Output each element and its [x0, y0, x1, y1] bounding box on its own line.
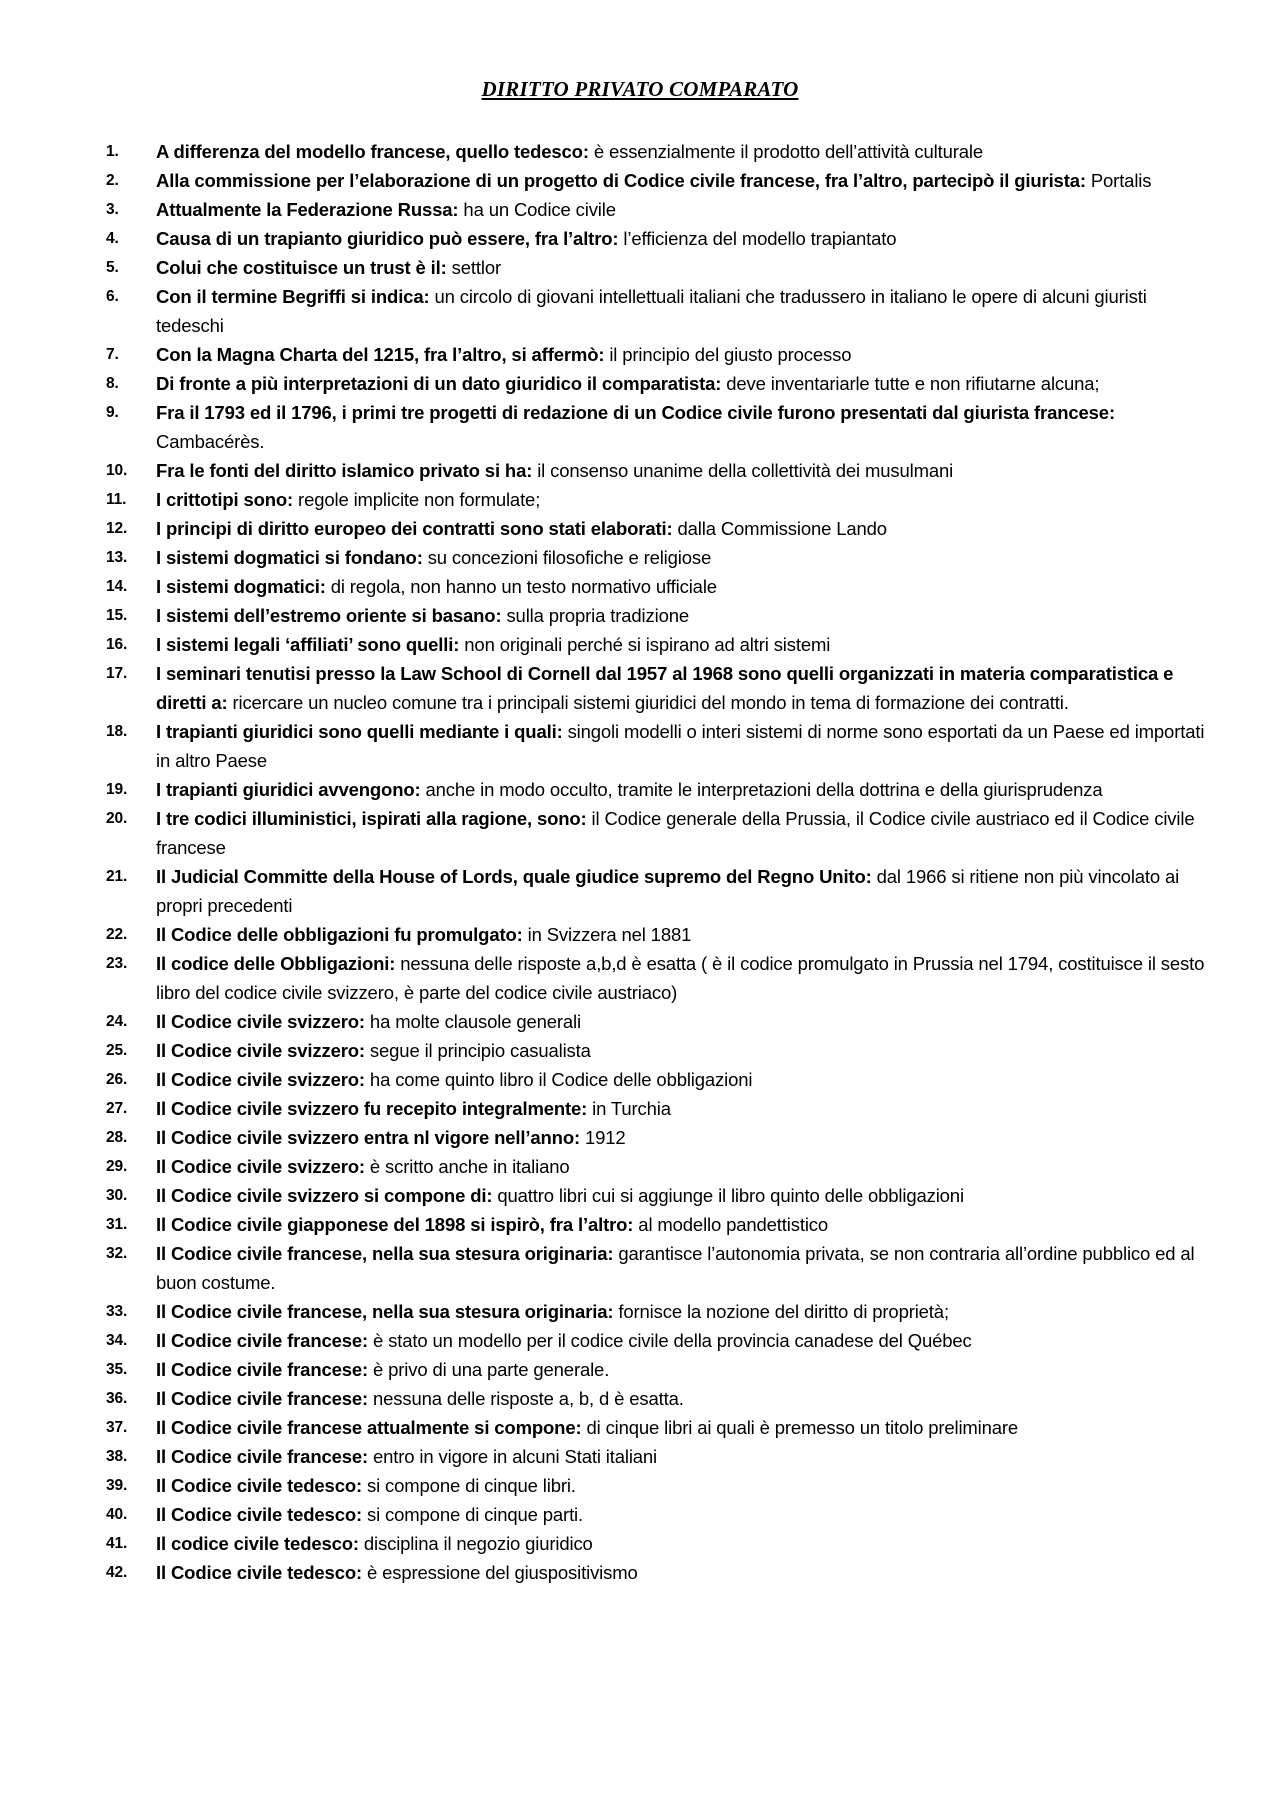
item-number: 5. [106, 259, 119, 276]
item-number: 8. [106, 375, 119, 392]
item-question: I sistemi dell’estremo oriente si basano: [156, 605, 502, 626]
list-item [0, 1442, 1210, 1471]
item-answer: è stato un modello per il codice civile della provincia canadese del Québec [368, 1330, 972, 1351]
list-item [0, 1036, 1210, 1065]
item-number: 4. [106, 230, 119, 247]
item-question: Il codice delle Obbligazioni: [156, 953, 396, 974]
item-answer: regole implicite non formulate; [293, 489, 541, 510]
item-question: Il Codice civile francese: [156, 1388, 369, 1409]
list-item [0, 1297, 1210, 1326]
item-number: 20. [106, 810, 128, 827]
item-answer: ha molte clausole generali [364, 1011, 581, 1032]
item-number: 21. [106, 868, 128, 885]
item-number: 24. [106, 1013, 128, 1030]
item-number: 16. [106, 636, 128, 653]
item-answer: non originali perché si ispirano ad altri sistemi [459, 634, 831, 655]
item-answer: nessuna delle risposte a, b, d è esatta. [368, 1388, 684, 1409]
item-number: 19. [106, 781, 128, 798]
list-item [0, 862, 1210, 920]
item-question: Attualmente la Federazione Russa: [156, 199, 459, 220]
list-item [0, 485, 1210, 514]
list-item [0, 1413, 1210, 1442]
list-item [0, 369, 1210, 398]
item-answer: sulla propria tradizione [501, 605, 689, 626]
list-item [0, 949, 1210, 1007]
item-number: 14. [106, 578, 128, 595]
item-answer: settlor [446, 257, 501, 278]
list-item [0, 630, 1210, 659]
item-question: Colui che costituisce un trust è il: [156, 257, 447, 278]
item-answer: è scritto anche in italiano [364, 1156, 570, 1177]
item-answer: dal 1966 si ritiene non più vincolato ai propri precedenti [156, 866, 1180, 916]
list-item [0, 282, 1210, 340]
item-number: 25. [106, 1042, 128, 1059]
item-answer: Cambacérès. [156, 431, 265, 452]
item-answer: garantisce l’autonomia privata, se non contraria all’ordine pubblico ed al buon costume. [156, 1243, 1195, 1293]
item-question: Di fronte a più interpretazioni di un dato giuridico il comparatista: [156, 373, 722, 394]
item-question: Il Codice civile tedesco: [156, 1475, 362, 1496]
item-answer: Portalis [1085, 170, 1152, 191]
item-number: 34. [106, 1332, 128, 1349]
item-answer: disciplina il negozio giuridico [358, 1533, 593, 1554]
item-number: 1. [106, 143, 119, 160]
item-answer: al modello pandettistico [633, 1214, 829, 1235]
list-item [0, 572, 1210, 601]
item-question: Il Codice civile svizzero fu recepito integralmente: [156, 1098, 588, 1119]
list-item [0, 1529, 1210, 1558]
item-number: 40. [106, 1506, 128, 1523]
list-item [0, 1094, 1210, 1123]
list-item [0, 1181, 1210, 1210]
item-question: Il Codice civile svizzero: [156, 1040, 365, 1061]
item-number: 22. [106, 926, 128, 943]
item-number: 17. [106, 665, 128, 682]
document-title: DIRITTO PRIVATO COMPARATO [481, 77, 799, 101]
item-answer: nessuna delle risposte a,b,d è esatta ( è il codice promulgato in Prussia nel 1794, costituisce il sesto libro del codice civile svizzero, è parte del codice civile austriaco) [156, 953, 1205, 1003]
item-question: I seminari tenutisi presso la Law School di Cornell dal 1957 al 1968 sono quelli organizzati in materia comparatistica e diretti a: [156, 663, 1174, 713]
list-item [0, 1500, 1210, 1529]
item-answer: quattro libri cui si aggiunge il libro quinto delle obbligazioni [492, 1185, 964, 1206]
list-item [0, 1471, 1210, 1500]
item-answer: singoli modelli o interi sistemi di norme sono esportati da un Paese ed importati in altro Paese [156, 721, 1205, 771]
item-answer: ha come quinto libro il Codice delle obbligazioni [364, 1069, 753, 1090]
item-answer: l’efficienza del modello trapiantato [618, 228, 897, 249]
item-answer: deve inventariarle tutte e non rifiutarne alcuna; [721, 373, 1100, 394]
item-answer: il Codice generale della Prussia, il Codice civile austriaco ed il Codice civile francese [156, 808, 1195, 858]
list-item [0, 253, 1210, 282]
list-item [0, 543, 1210, 572]
item-answer: dalla Commissione Lando [672, 518, 887, 539]
item-answer: ricercare un nucleo comune tra i principali sistemi giuridici del mondo in tema di formazione dei contratti. [227, 692, 1069, 713]
item-number: 15. [106, 607, 128, 624]
item-answer: fornisce la nozione del diritto di proprietà; [613, 1301, 949, 1322]
item-question: Il Codice civile giapponese del 1898 si ispirò, fra l’altro: [156, 1214, 634, 1235]
list-item [0, 166, 1210, 195]
list-item [0, 1239, 1210, 1297]
item-question: Il Codice civile svizzero: [156, 1011, 365, 1032]
list-item [0, 601, 1210, 630]
list-item [0, 1152, 1210, 1181]
item-question: I trapianti giuridici avvengono: [156, 779, 421, 800]
list-item [0, 398, 1210, 456]
item-question: Il codice civile tedesco: [156, 1533, 359, 1554]
item-answer: entro in vigore in alcuni Stati italiani [368, 1446, 658, 1467]
item-number: 6. [106, 288, 119, 305]
item-question: Il Codice civile svizzero entra nl vigore nell’anno: [156, 1127, 580, 1148]
item-number: 33. [106, 1303, 128, 1320]
list-item [0, 920, 1210, 949]
list-item [0, 1558, 1210, 1587]
item-answer: ha un Codice civile [458, 199, 616, 220]
item-question: Il Codice civile francese: [156, 1446, 369, 1467]
list-item [0, 514, 1210, 543]
item-answer: anche in modo occulto, tramite le interpretazioni della dottrina e della giurisprudenza [420, 779, 1103, 800]
item-question: Il Codice civile tedesco: [156, 1562, 362, 1583]
item-number: 3. [106, 201, 119, 218]
item-question: Con il termine Begriffi si indica: [156, 286, 430, 307]
item-number: 11. [106, 491, 127, 508]
item-question: A differenza del modello francese, quello tedesco: [156, 141, 589, 162]
list-item [0, 1007, 1210, 1036]
list-item [0, 1210, 1210, 1239]
list-item [0, 717, 1210, 775]
item-answer: in Turchia [587, 1098, 671, 1119]
list-item [0, 1326, 1210, 1355]
item-number: 12. [106, 520, 128, 537]
item-question: Il Judicial Committe della House of Lords, quale giudice supremo del Regno Unito: [156, 866, 872, 887]
item-question: I tre codici illuministici, ispirati alla ragione, sono: [156, 808, 587, 829]
item-number: 41. [106, 1535, 128, 1552]
item-question: Il Codice civile francese attualmente si compone: [156, 1417, 582, 1438]
item-number: 35. [106, 1361, 128, 1378]
item-question: Il Codice civile svizzero: [156, 1156, 365, 1177]
list-item [0, 1065, 1210, 1094]
item-answer: un circolo di giovani intellettuali italiani che tradussero in italiano le opere di alcuni giuristi tedeschi [156, 286, 1147, 336]
item-question: Fra le fonti del diritto islamico privato si ha: [156, 460, 533, 481]
item-number: 42. [106, 1564, 128, 1581]
item-number: 38. [106, 1448, 128, 1465]
item-number: 28. [106, 1129, 128, 1146]
item-number: 39. [106, 1477, 128, 1494]
question-answer-list [0, 137, 1280, 1587]
item-question: I principi di diritto europeo dei contratti sono stati elaborati: [156, 518, 673, 539]
item-number: 2. [106, 172, 119, 189]
item-answer: si compone di cinque libri. [362, 1475, 576, 1496]
item-number: 36. [106, 1390, 128, 1407]
item-number: 32. [106, 1245, 128, 1262]
item-number: 31. [106, 1216, 128, 1233]
item-question: Il Codice civile francese: [156, 1330, 369, 1351]
list-item [0, 1123, 1210, 1152]
item-answer: è essenzialmente il prodotto dell’attività culturale [588, 141, 983, 162]
item-question: I sistemi dogmatici si fondano: [156, 547, 423, 568]
list-item [0, 1355, 1210, 1384]
item-answer: di cinque libri ai quali è premesso un titolo preliminare [581, 1417, 1019, 1438]
item-question: Con la Magna Charta del 1215, fra l’altro, si affermò: [156, 344, 605, 365]
item-number: 9. [106, 404, 119, 421]
list-item [0, 1384, 1210, 1413]
list-item [0, 804, 1210, 862]
item-number: 37. [106, 1419, 128, 1436]
item-answer: in Svizzera nel 1881 [522, 924, 692, 945]
list-item [0, 340, 1210, 369]
item-answer: segue il principio casualista [364, 1040, 591, 1061]
item-question: Il Codice civile tedesco: [156, 1504, 362, 1525]
item-answer: è espressione del giuspositivismo [362, 1562, 638, 1583]
item-question: I crittotipi sono: [156, 489, 294, 510]
item-answer: il principio del giusto processo [604, 344, 852, 365]
list-item [0, 224, 1210, 253]
list-item [0, 659, 1210, 717]
item-question: Il Codice civile francese, nella sua stesura originaria: [156, 1301, 614, 1322]
list-item [0, 456, 1210, 485]
item-question: Il Codice civile francese: [156, 1359, 369, 1380]
item-answer: il consenso unanime della collettività dei musulmani [532, 460, 954, 481]
item-number: 30. [106, 1187, 128, 1204]
list-item [0, 195, 1210, 224]
item-question: Fra il 1793 ed il 1796, i primi tre progetti di redazione di un Codice civile furono presentati dal giurista francese: [156, 402, 1115, 423]
item-question: I trapianti giuridici sono quelli mediante i quali: [156, 721, 563, 742]
item-question: Alla commissione per l’elaborazione di un progetto di Codice civile francese, fra l’altro, partecipò il giurista: [156, 170, 1086, 191]
list-item [0, 775, 1210, 804]
item-question: Il Codice civile francese, nella sua stesura originaria: [156, 1243, 614, 1264]
item-number: 18. [106, 723, 128, 740]
item-question: Causa di un trapianto giuridico può essere, fra l’altro: [156, 228, 619, 249]
item-number: 29. [106, 1158, 128, 1175]
item-number: 10. [106, 462, 128, 479]
item-number: 26. [106, 1071, 128, 1088]
item-question: Il Codice delle obbligazioni fu promulgato: [156, 924, 523, 945]
item-number: 13. [106, 549, 128, 566]
item-question: I sistemi legali ‘affiliati’ sono quelli: [156, 634, 460, 655]
item-number: 27. [106, 1100, 128, 1117]
item-question: Il Codice civile svizzero: [156, 1069, 365, 1090]
item-question: Il Codice civile svizzero si compone di: [156, 1185, 493, 1206]
item-answer: su concezioni filosofiche e religiose [422, 547, 712, 568]
list-item [0, 137, 1210, 166]
item-answer: di regola, non hanno un testo normativo ufficiale [325, 576, 717, 597]
item-number: 23. [106, 955, 128, 972]
item-answer: si compone di cinque parti. [362, 1504, 584, 1525]
item-answer: 1912 [580, 1127, 626, 1148]
item-answer: è privo di una parte generale. [368, 1359, 610, 1380]
item-question: I sistemi dogmatici: [156, 576, 326, 597]
item-number: 7. [106, 346, 119, 363]
